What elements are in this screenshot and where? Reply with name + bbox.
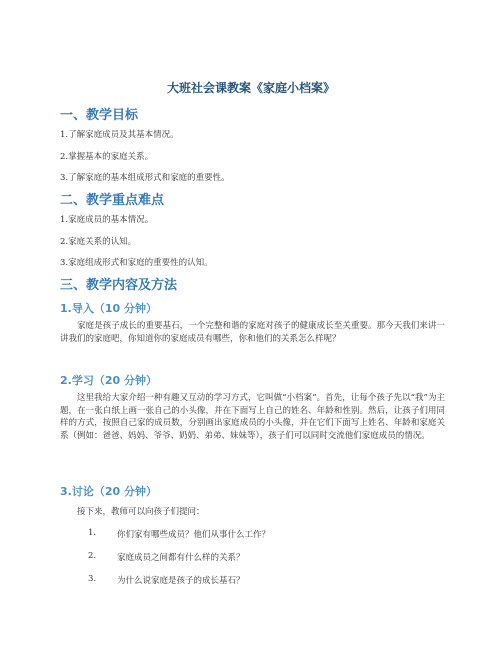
section-heading-key-points: 二、教学重点难点 [60, 193, 165, 208]
list-item: 1.家庭成员的基本情况。 [60, 215, 154, 225]
question-text: 你们家有哪些成员？他们从事什么工作？ [117, 530, 271, 540]
question-text: 为什么说家庭是孩子的成长基石？ [117, 576, 245, 586]
list-item: 2.家庭关系的认知。 [60, 237, 137, 247]
subsection-heading-discussion: 3.讨论（20 分钟） [60, 485, 157, 498]
section-heading-content-methods: 三、教学内容及方法 [60, 278, 178, 293]
paragraph-intro: 家庭是孩子成长的重要基石，一个完整和谐的家庭对孩子的健康成长至关重要。那今天我们来讲一讲我们的家庭吧，你知道你的家庭成员有哪些，你和他们的关系怎么样呢？ [60, 321, 445, 344]
page-title: 大班社会课教案《家庭小档案》 [166, 81, 335, 95]
subsection-heading-intro: 1.导入（10 分钟） [60, 302, 157, 315]
question-text: 家庭成员之间都有什么样的关系？ [117, 553, 245, 563]
subsection-heading-learning: 2.学习（20 分钟） [60, 374, 157, 387]
discussion-intro: 接下来，教师可以向孩子们提问： [77, 507, 205, 517]
list-item: 2.掌握基本的家庭关系。 [60, 152, 154, 162]
list-item: 3.家庭组成形式和家庭的重要性的认知。 [60, 258, 213, 268]
question-number: 1. [88, 528, 97, 538]
question-number: 3. [88, 574, 97, 584]
list-item: 1.了解家庭成员及其基本情况。 [60, 130, 179, 140]
section-heading-objectives: 一、教学目标 [60, 108, 139, 123]
question-number: 2. [88, 551, 97, 561]
paragraph-learning: 这里我给大家介绍一种有趣又互动的学习方式，它叫做“小档案”。首先，让每个孩子先以“我”为主题，在一张白纸上画一张自己的小头像，并在下面写上自己的姓名、年龄和性别。然后，让孩子们用同样的方式，按照自己家的成员数，分别画出家庭成员的小头像，并在它们下面写上姓名、年龄和家庭关系（例如：爸爸、妈妈、爷爷、奶奶、弟弟、妹妹等），孩子们可以同时交流他们家庭成员的情况。 [60, 393, 445, 441]
list-item: 3.了解家庭的基本组成形式和家庭的重要性。 [60, 173, 230, 183]
